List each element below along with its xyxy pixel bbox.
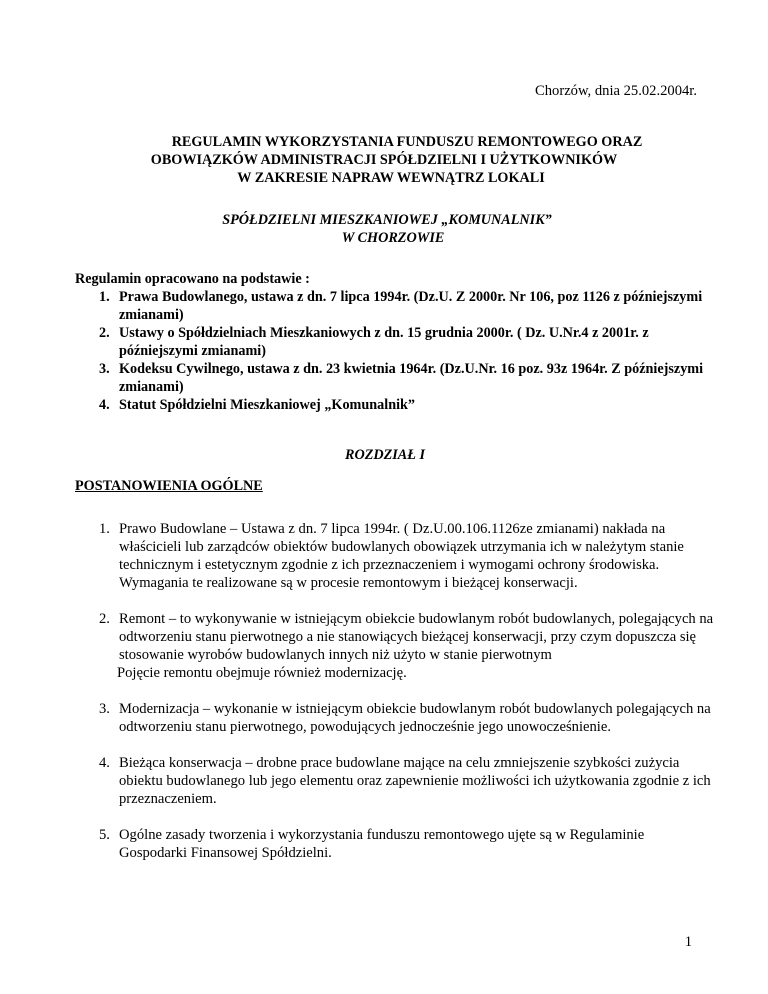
provision-text: Modernizacja – wykonanie w istniejącym obiekcie budowlanym robót budowlanych polegających na odtworzeniu stanu pierwotnego, powodujących jednocześnie jego unowocześnienie.: [119, 701, 711, 735]
provision-number: 2.: [99, 611, 110, 627]
subtitle-line-1: SPÓŁDZIELNI MIESZKANIOWEJ „KOMUNALNIK”: [222, 212, 552, 228]
title-line-3: W ZAKRESIE NAPRAW WEWNĄTRZ LOKALI: [237, 170, 545, 186]
provision-item: [75, 700, 715, 736]
legal-basis-item: [75, 288, 705, 324]
title-line-2: OBOWIĄZKÓW ADMINISTRACJI SPÓŁDZIELNI I UŻYTKOWNIKÓW: [150, 152, 618, 168]
chapter-label: ROZDZIAŁ I: [344, 447, 425, 463]
provision-item: [75, 610, 715, 682]
title-line-1: REGULAMIN WYKORZYSTANIA FUNDUSZU REMONTOWEGO ORAZ: [171, 134, 643, 150]
provision-text: Prawo Budowlane – Ustawa z dn. 7 lipca 1994r. ( Dz.U.00.106.1126ze zmianami) nakłada na właścicieli lub zarządców obiektów budowlanych obowiązek utrzymania ich w należytym stanie technicznym i estetycznym zgodnie z ich przeznaczeniem i wymogami ochrony środowiska.: [119, 521, 684, 573]
provision-number: 5.: [99, 827, 110, 843]
legal-basis-item: [75, 324, 705, 360]
document-title: [0, 133, 768, 187]
list-item-text: Prawa Budowlanego, ustawa z dn. 7 lipca 1994r. (Dz.U. Z 2000r. Nr 106, poz 1126 z późniejszymi zmianami): [119, 289, 703, 323]
subtitle-line-2: W CHORZOWIE: [341, 230, 445, 246]
legal-basis-item: [75, 360, 705, 396]
legal-basis-section: [75, 270, 705, 414]
chapter-heading: [0, 446, 768, 464]
section-heading: POSTANOWIENIA OGÓLNE: [75, 478, 263, 494]
provision-number: 3.: [99, 701, 110, 717]
provision-extra-text: Wymagania te realizowane są w procesie remontowym i bieżącej konserwacji.: [119, 575, 578, 591]
list-item-number: 1.: [99, 289, 110, 305]
document-date: Chorzów, dnia 25.02.2004r.: [535, 83, 697, 99]
legal-basis-item: [75, 396, 705, 414]
provision-number: 4.: [99, 755, 110, 771]
provision-number: 1.: [99, 521, 110, 537]
provisions-list: [75, 520, 715, 880]
legal-basis-intro: Regulamin opracowano na podstawie :: [75, 271, 310, 287]
list-item-text: Statut Spółdzielni Mieszkaniowej „Komunalnik”: [119, 397, 416, 413]
provision-text: Ogólne zasady tworzenia i wykorzystania funduszu remontowego ujęte są w Regulaminie Gospodarki Finansowej Spółdzielni.: [119, 827, 645, 861]
list-item-text: Ustawy o Spółdzielniach Mieszkaniowych z dn. 15 grudnia 2000r. ( Dz. U.Nr.4 z 2001r. z późniejszymi zmianami): [119, 325, 649, 359]
list-item-text: Kodeksu Cywilnego, ustawa z dn. 23 kwietnia 1964r. (Dz.U.Nr. 16 poz. 93z 1964r. Z późniejszymi zmianami): [119, 361, 704, 395]
provision-item: [75, 520, 715, 592]
list-item-number: 2.: [99, 325, 110, 341]
provision-item: [75, 826, 715, 862]
page-number: 1: [684, 934, 692, 950]
provision-text: Remont – to wykonywanie w istniejącym obiekcie budowlanym robót budowlanych, polegających na odtworzeniu stanu pierwotnego a nie stanowiących bieżącej konserwacji, przy czym dopuszcza się stosowanie wyrobów budowlanych innych niż użyto w stanie pierwotnym: [119, 611, 714, 663]
legal-basis-list: [75, 288, 705, 414]
document-subtitle: [0, 211, 768, 247]
provision-item: [75, 754, 715, 808]
provision-extra-text: Pojęcie remontu obejmuje również modernizację.: [117, 665, 407, 681]
list-item-number: 3.: [99, 361, 110, 377]
list-item-number: 4.: [99, 397, 110, 413]
provision-text: Bieżąca konserwacja – drobne prace budowlane mające na celu zmniejszenie szybkości zużycia obiektu budowlanego lub jego elementu oraz zapewnienie możliwości ich użytkowania zgodnie z ich przeznaczeniem.: [119, 755, 711, 807]
